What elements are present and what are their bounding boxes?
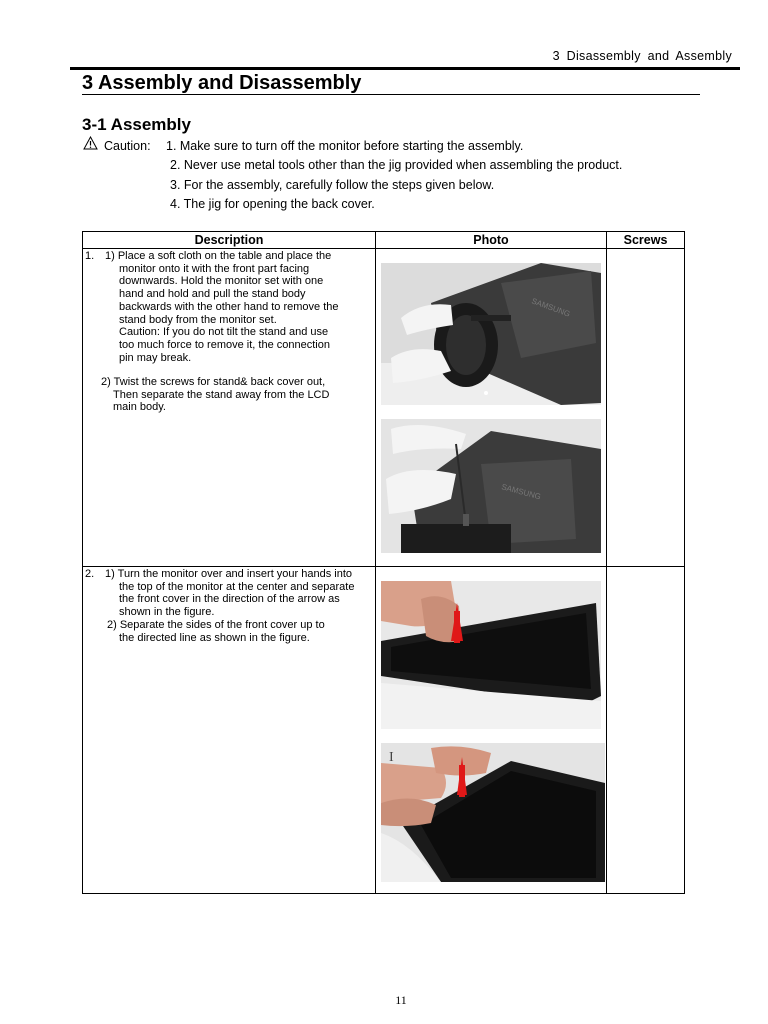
step-text-line: stand body from the monitor set. xyxy=(119,313,277,326)
step-text-line: 1) Place a soft cloth on the table and place the xyxy=(105,250,332,262)
step-text-line: backwards with the other hand to remove the xyxy=(119,300,339,313)
step-text-line: shown in the figure. xyxy=(119,606,215,619)
chapter-title-underline xyxy=(82,94,700,95)
step-2-description xyxy=(83,567,376,894)
photo-twist-screws xyxy=(381,419,601,553)
photo-separate-front-cover-center xyxy=(381,581,601,729)
step-text-line: 2) Twist the screws for stand& back cover out, xyxy=(101,376,326,388)
step-1-screws xyxy=(607,249,685,567)
step-text-line: the directed line as shown in the figure. xyxy=(119,631,310,644)
caution-item-1: 1. Make sure to turn off the monitor before starting the assembly. xyxy=(166,139,524,153)
step-text-line: downwards. Hold the monitor set with one xyxy=(119,275,324,288)
step-text-line: Caution: If you do not tilt the stand and use xyxy=(119,326,329,339)
step-text-line: pin may break. xyxy=(119,351,192,364)
header-screws: Screws xyxy=(607,232,685,249)
step-text-line: 2) Separate the sides of the front cover up to xyxy=(107,618,325,631)
table-row xyxy=(83,567,685,894)
step-number: 2. xyxy=(85,568,95,580)
step-1-photos xyxy=(376,249,607,567)
photo-remove-stand xyxy=(381,263,601,405)
section-title: 3-1 Assembly xyxy=(82,115,191,134)
table-header-row xyxy=(83,232,685,249)
step-2-screws xyxy=(607,567,685,894)
photo-separate-front-cover-sides xyxy=(381,743,605,882)
caution-item-2: 2. Never use metal tools other than the jig provided when assembling the product. xyxy=(170,158,623,172)
svg-text:I: I xyxy=(389,750,394,765)
header-photo: Photo xyxy=(376,232,607,249)
step-text-line: main body. xyxy=(113,401,166,414)
caution-item-4: 4. The jig for opening the back cover. xyxy=(170,197,375,211)
caution-label: Caution: xyxy=(104,139,151,153)
step-text-line: the front cover in the direction of the arrow as xyxy=(119,593,340,606)
step-text-line: too much force to remove it, the connection xyxy=(119,338,330,351)
step-text-line: Then separate the stand away from the LCD xyxy=(113,388,330,401)
caution-item-3: 3. For the assembly, carefully follow the steps given below. xyxy=(170,178,495,192)
samsung-logo: SAMSUNG xyxy=(530,296,572,319)
step-text-line: monitor onto it with the front part facing xyxy=(119,262,310,275)
page-number: 11 xyxy=(395,993,407,1007)
warning-triangle-icon xyxy=(83,136,98,150)
samsung-logo: SAMSUNG xyxy=(500,482,542,502)
step-text-line: the top of the monitor at the center and separate xyxy=(119,580,355,593)
step-1-description xyxy=(83,249,376,567)
header-description: Description xyxy=(83,232,376,249)
header-rule xyxy=(70,67,740,70)
step-2-photos xyxy=(376,567,607,894)
step-text-line: 1) Turn the monitor over and insert your hands into xyxy=(105,568,353,580)
step-text-line: hand and hold and pull the stand body xyxy=(119,288,306,301)
step-number: 1. xyxy=(85,250,95,262)
chapter-title: 3 Assembly and Disassembly xyxy=(82,72,362,94)
assembly-steps-table xyxy=(82,231,685,894)
running-head: 3 Disassembly and Assembly xyxy=(552,49,732,63)
table-row xyxy=(83,249,685,567)
